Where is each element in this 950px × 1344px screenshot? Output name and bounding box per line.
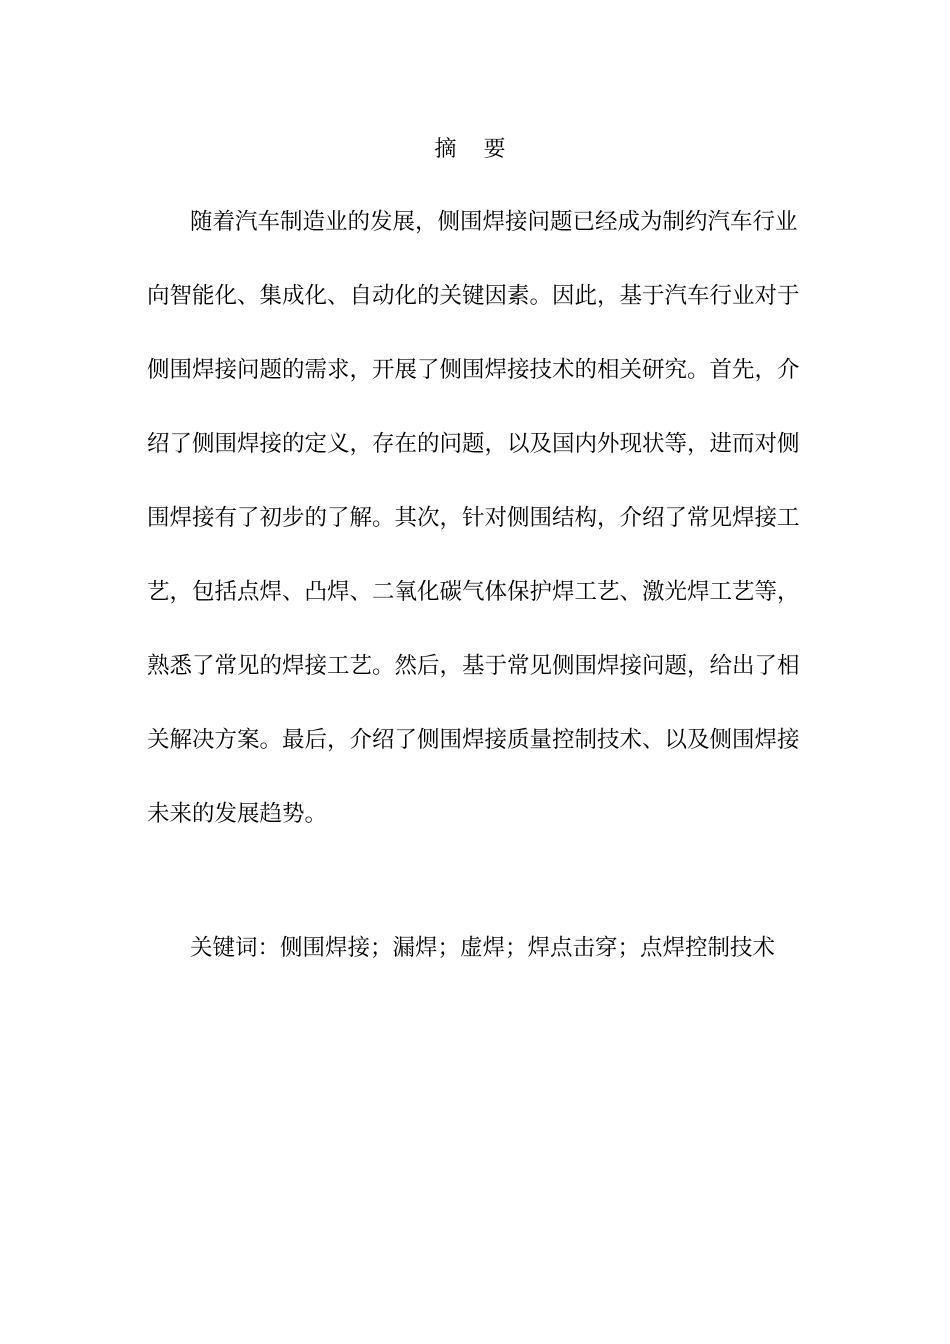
abstract-line-6: 艺，包括点焊、凸焊、二氧化碳气体保护焊工艺、激光焊工艺等， <box>147 579 800 605</box>
abstract-line-5: 围焊接有了初步的了解。其次，针对侧围结构，介绍了常见焊接工 <box>147 505 800 531</box>
abstract-line-2: 向智能化、集成化、自动化的关键因素。因此，基于汽车行业对于 <box>147 283 800 309</box>
abstract-title: 摘 要 <box>434 137 516 162</box>
abstract-line-9: 未来的发展趋势。 <box>147 801 328 827</box>
abstract-line-3: 侧围焊接问题的需求，开展了侧围焊接技术的相关研究。首先，介 <box>147 357 800 383</box>
abstract-line-4: 绍了侧围焊接的定义，存在的问题，以及国内外现状等，进而对侧 <box>147 431 800 457</box>
keywords-line: 关键词：侧围焊接；漏焊；虚焊；焊点击穿；点焊控制技术 <box>190 935 776 961</box>
abstract-line-8: 关解决方案。最后，介绍了侧围焊接质量控制技术、以及侧围焊接 <box>147 727 800 753</box>
abstract-line-7: 熟悉了常见的焊接工艺。然后，基于常见侧围焊接问题，给出了相 <box>147 653 800 679</box>
abstract-line-1: 随着汽车制造业的发展，侧围焊接问题已经成为制约汽车行业 <box>190 209 798 235</box>
